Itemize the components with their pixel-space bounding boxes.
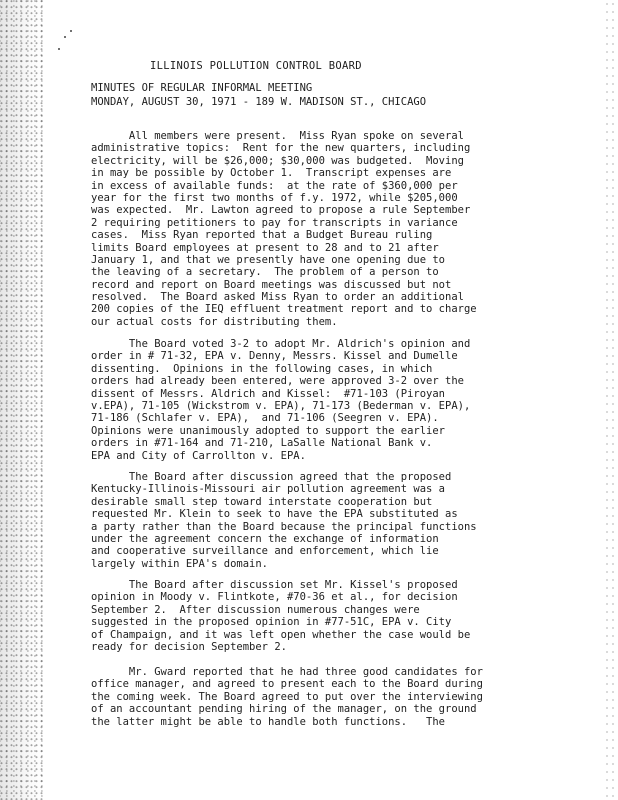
text-line: desirable small step toward interstate cooperation but: [91, 495, 433, 508]
text-line: opinion in Moody v. Flintkote, #70-36 et al., for decision: [91, 591, 458, 604]
scan-speck: [58, 48, 60, 50]
text-line: limits Board employees at present to 28 and to 21 after: [91, 241, 439, 254]
text-line: v.EPA), 71-105 (Wickstrom v. EPA), 71-173 (Bederman v. EPA),: [91, 399, 471, 412]
paragraph-flintkote-opinion: [91, 579, 531, 653]
text-line: the leaving of a secretary. The problem of a person to: [91, 266, 439, 279]
text-line: September 2. After discussion numerous changes were: [91, 603, 420, 616]
text-line: Kentucky-Illinois-Missouri air pollution agreement was a: [91, 483, 446, 496]
text-line: resolved. The Board asked Miss Ryan to order an additional: [91, 291, 464, 304]
text-line: 200 copies of the IEQ effluent treatment report and to charge: [91, 303, 477, 316]
text-line: EPA and City of Carrollton v. EPA.: [91, 449, 306, 462]
scan-speck: [70, 30, 72, 32]
paragraph-office-manager: [91, 666, 531, 728]
text-line: The Board voted 3-2 to adopt Mr. Aldrich's opinion and: [91, 338, 471, 350]
paragraph-air-pollution-agreement: [91, 471, 531, 570]
text-line: year for the first two months of f.y. 1972, while $205,000: [91, 191, 458, 204]
text-line: was expected. Mr. Lawton agreed to propose a rule September: [91, 204, 471, 217]
paragraph-opinions-vote: [91, 338, 531, 462]
text-line: Opinions were unanimously adopted to support the earlier: [91, 424, 446, 437]
text-line: suggested in the proposed opinion in #77-51C, EPA v. City: [91, 616, 452, 629]
text-line: and cooperative surveillance and enforcement, which lie: [91, 545, 439, 558]
text-line: under the agreement concern the exchange of information: [91, 532, 439, 545]
meeting-subheading-line1: MINUTES OF REGULAR INFORMAL MEETING: [91, 82, 313, 94]
scan-left-edge-noise: [0, 0, 44, 800]
text-line: a party rather than the Board because the principal functions: [91, 520, 477, 533]
text-line: of Champaign, and it was left open whether the case would be: [91, 628, 471, 641]
text-line: record and report on Board meetings was discussed but not: [91, 278, 452, 291]
text-line: the coming week. The Board agreed to put over the interviewing: [91, 690, 483, 703]
text-line: 2 requiring petitioners to pay for transcripts in variance: [91, 216, 458, 229]
text-line: orders had already been entered, were approved 3-2 over the: [91, 375, 464, 388]
text-line: January 1, and that we presently have one opening due to: [91, 253, 446, 266]
text-line: in excess of available funds: at the rate of $360,000 per: [91, 179, 458, 192]
text-line: dissenting. Opinions in the following cases, in which: [91, 362, 433, 375]
text-line: of an accountant pending hiring of the manager, on the ground: [91, 703, 477, 716]
text-line: the latter might be able to handle both functions. The: [91, 715, 446, 728]
meeting-subheading-line2: MONDAY, AUGUST 30, 1971 - 189 W. MADISON ST., CHICAGO: [91, 96, 427, 108]
text-line: Mr. Gward reported that he had three good candidates for: [91, 666, 483, 678]
text-line: requested Mr. Klein to seek to have the EPA substituted as: [91, 508, 458, 521]
scan-speck: [64, 36, 66, 38]
text-line: orders in #71-164 and 71-210, LaSalle National Bank v.: [91, 437, 433, 450]
text-line: ready for decision September 2.: [91, 640, 287, 653]
text-line: office manager, and agreed to present each to the Board during: [91, 678, 483, 691]
text-line: largely within EPA's domain.: [91, 557, 269, 570]
text-line: in may be possible by October 1. Transcript expenses are: [91, 167, 452, 180]
text-line: 71-186 (Schlafer v. EPA), and 71-106 (Seegren v. EPA).: [91, 412, 439, 425]
scan-right-edge-noise: [604, 0, 618, 800]
text-line: All members were present. Miss Ryan spoke on several: [91, 130, 464, 142]
text-line: The Board after discussion set Mr. Kissel's proposed: [91, 579, 458, 591]
text-line: administrative topics: Rent for the new quarters, including: [91, 142, 471, 155]
text-line: The Board after discussion agreed that the proposed: [91, 471, 452, 483]
text-line: electricity, will be $26,000; $30,000 was budgeted. Moving: [91, 154, 464, 167]
text-line: our actual costs for distributing them.: [91, 315, 338, 328]
text-line: order in # 71-32, EPA v. Denny, Messrs. Kissel and Dumelle: [91, 350, 458, 363]
document-title: ILLINOIS POLLUTION CONTROL BOARD: [150, 60, 362, 72]
text-line: cases. Miss Ryan reported that a Budget Bureau ruling: [91, 229, 433, 242]
text-line: dissent of Messrs. Aldrich and Kissel: #71-103 (Piroyan: [91, 387, 446, 400]
paragraph-administrative: [91, 130, 531, 328]
